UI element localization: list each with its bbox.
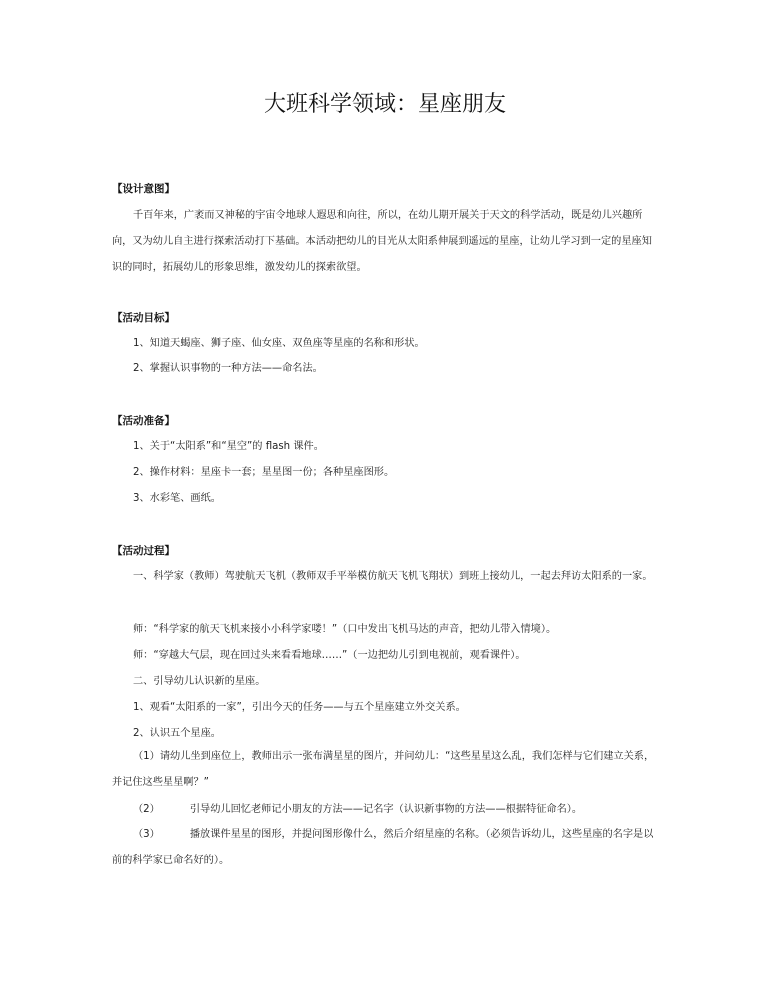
prep-item: 3、水彩笔、画纸。 xyxy=(133,493,221,504)
process-paragraph-2: （1）请幼儿坐到座位上，教师出示一张布满星星的图片，并问幼儿：“这些星星这么乱，我们怎样与它们建立关系，并记住这些星星啊？” xyxy=(112,751,655,788)
section-heading-prep: 【活动准备】 xyxy=(112,415,175,427)
step-number: （2） xyxy=(133,804,160,815)
prep-item: 1、关于“太阳系”和“星空”的 flash 课件。 xyxy=(133,441,324,452)
section-heading-design: 【设计意图】 xyxy=(112,183,175,195)
goal-item: 1、知道天蝎座、狮子座、仙女座、双鱼座等星座的名称和形状。 xyxy=(133,338,425,349)
process-line: 2、认识五个星座。 xyxy=(133,728,221,739)
page-title: 大班科学领域：星座朋友 xyxy=(263,92,506,117)
step-number: （3） xyxy=(133,829,160,840)
process-step-3 xyxy=(112,822,658,874)
goal-item: 2、掌握认识事物的一种方法——命名法。 xyxy=(133,363,323,374)
step-text: 播放课件星星的图形，并提问图形像什么，然后介绍星座的名称。（必须告诉幼儿，这些星座的名字是以前的科学家已命名好的）。 xyxy=(112,829,654,866)
step-text: 引导幼儿回忆老师记小朋友的方法——记名字（认识新事物的方法——根据特征命名）。 xyxy=(189,804,583,815)
process-line: 二、引导幼儿认识新的星座。 xyxy=(133,676,266,687)
prep-item: 2、操作材料：星座卡一套；星星图一份；各种星座图形。 xyxy=(133,467,395,478)
design-paragraph: 千百年来，广袤而又神秘的宇宙令地球人遐思和向往，所以，在幼儿期开展关于天文的科学活动，既是幼儿兴趣所向，又为幼儿自主进行探索活动打下基础。本活动把幼儿的目光从太阳系伸展到遥远的星座，让幼儿学习到一定的星座知识的同时，拓展幼儿的形象思维，激发幼儿的探索欲望。 xyxy=(112,210,652,273)
section-heading-goals: 【活动目标】 xyxy=(112,312,175,324)
process-paragraph-1: 一、科学家（教师）驾驶航天飞机（教师双手平举模仿航天飞机飞翔状）到班上接幼儿，一起去拜访太阳系的一家。 xyxy=(133,571,653,582)
section-heading-process: 【活动过程】 xyxy=(112,545,175,557)
process-line: 1、观看“太阳系的一家”，引出今天的任务——与五个星座建立外交关系。 xyxy=(133,702,466,713)
process-line: 师：“科学家的航天飞机来接小小科学家喽！”（口中发出飞机马达的声音，把幼儿带入情境）。 xyxy=(133,624,557,635)
process-line: 师：“穿越大气层，现在回过头来看看地球……”（一边把幼儿引到电视前，观看课件）。 xyxy=(133,650,526,661)
process-step-2 xyxy=(133,802,582,818)
